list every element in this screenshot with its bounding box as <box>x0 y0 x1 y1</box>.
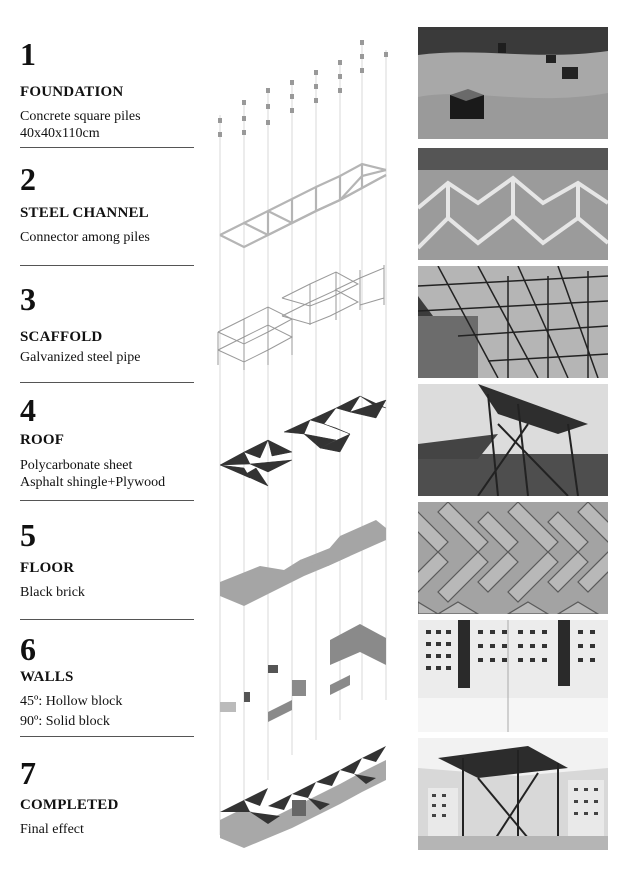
foundation-piles-photo <box>418 27 608 139</box>
step-description <box>20 229 150 246</box>
step-number: 1 <box>20 36 36 72</box>
step-number: 2 <box>20 161 36 197</box>
completed-photo <box>418 738 608 850</box>
step-title: FOUNDATION <box>20 84 124 100</box>
step-number: 3 <box>20 281 36 317</box>
step-title: SCAFFOLD <box>20 329 103 345</box>
step-description-line: 40x40x110cm <box>20 126 100 141</box>
steel-channel-layer <box>220 164 386 247</box>
foundation-piles-layer <box>218 40 388 137</box>
step-description-line: Black brick <box>20 585 85 600</box>
step-6 <box>20 633 195 733</box>
roof-layer <box>220 396 386 486</box>
floor-layer <box>220 520 386 606</box>
steel-channel-photo <box>418 148 608 260</box>
step-number: 4 <box>20 392 36 428</box>
step-1 <box>20 36 195 141</box>
step-description-line: Final effect <box>20 822 84 837</box>
step-title: FLOOR <box>20 560 75 576</box>
step-2 <box>20 163 195 263</box>
step-description-line: 45º: Hollow block <box>20 694 123 709</box>
separator-line <box>20 736 194 737</box>
step-number: 5 <box>20 517 36 553</box>
step-description-line: Concrete square piles <box>20 109 141 124</box>
step-number: 6 <box>20 631 36 667</box>
separator-line <box>20 265 194 266</box>
step-4 <box>20 394 195 494</box>
step-title: WALLS <box>20 669 74 685</box>
completed-layer <box>220 746 386 848</box>
step-5 <box>20 519 195 619</box>
step-title: ROOF <box>20 432 65 448</box>
step-description-line: Asphalt shingle+Plywood <box>20 475 166 490</box>
step-description <box>20 457 165 491</box>
step-number: 7 <box>20 755 36 791</box>
step-description-line: Polycarbonate sheet <box>20 458 133 473</box>
walls-photo <box>418 620 608 732</box>
step-description <box>20 349 141 366</box>
step-title: STEEL CHANNEL <box>20 205 149 221</box>
step-description <box>20 693 122 730</box>
separator-line <box>20 500 194 501</box>
separator-line <box>20 382 194 383</box>
scaffold-photo <box>418 266 608 378</box>
vertical-guide-lines <box>220 40 386 835</box>
step-description-line: 90º: Solid block <box>20 714 110 729</box>
step-title: COMPLETED <box>20 797 119 813</box>
brick-floor-photo <box>418 502 608 614</box>
scaffold-layer <box>218 265 384 370</box>
step-3 <box>20 283 195 383</box>
step-description <box>20 584 85 601</box>
walls-layer <box>220 624 386 722</box>
separator-line <box>20 619 194 620</box>
step-7 <box>20 757 195 857</box>
exploded-axonometric-diagram <box>200 20 400 865</box>
separator-line <box>20 147 194 148</box>
step-description-line: Galvanized steel pipe <box>20 350 141 365</box>
step-description <box>20 821 84 838</box>
roof-photo <box>418 384 608 496</box>
step-description <box>20 108 141 142</box>
step-description-line: Connector among piles <box>20 230 150 245</box>
